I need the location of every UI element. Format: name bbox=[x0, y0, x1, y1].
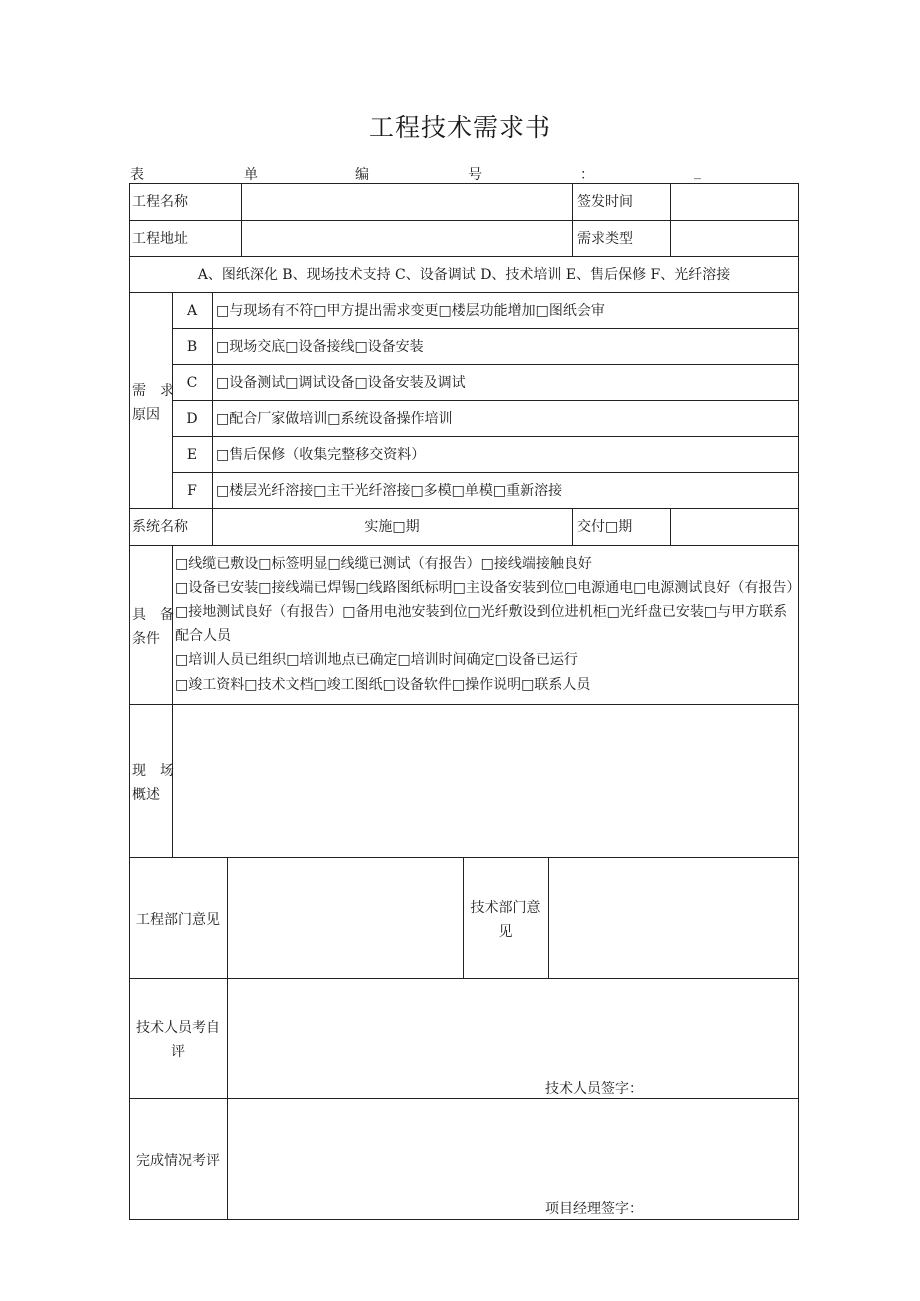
site-overview-label: 概述 bbox=[132, 787, 160, 803]
reason-options[interactable]: □配合厂家做培训□系统设备操作培训 bbox=[216, 411, 453, 427]
reason-code: C bbox=[186, 375, 198, 391]
form-number-char: 编 bbox=[355, 167, 369, 183]
conditions-line[interactable]: □线缆已敷设□标签明显□线缆已测试（有报告）□接线端接触良好 bbox=[175, 556, 592, 572]
document-title: 工程技术需求书 bbox=[368, 113, 551, 142]
tech-self-eval-label: 技术人员考自 bbox=[136, 1020, 220, 1036]
tech-dept-opinion-label: 技术部门意 bbox=[470, 900, 541, 916]
reason-code: A bbox=[186, 303, 198, 319]
delivery-date-label: 交付□期 bbox=[577, 519, 633, 535]
project-name-label: 工程名称 bbox=[132, 194, 188, 210]
reason-options[interactable]: □售后保修（收集完整移交资料） bbox=[216, 447, 426, 463]
form-number-char: 单 bbox=[244, 167, 258, 183]
site-overview-label: 现 场 bbox=[132, 763, 174, 779]
completion-eval-label: 完成情况考评 bbox=[136, 1153, 220, 1169]
reason-code: E bbox=[186, 447, 198, 463]
form-number-row bbox=[128, 164, 700, 184]
reason-options[interactable]: □楼层光纤溶接□主干光纤溶接□多模□单模□重新溶接 bbox=[216, 483, 563, 499]
tech-dept-opinion-label: 见 bbox=[498, 924, 513, 940]
tech-staff-signature-label: 技术人员签字： bbox=[545, 1081, 643, 1097]
reason-code: B bbox=[186, 339, 198, 355]
reason-label: 需 求 bbox=[132, 383, 174, 399]
conditions-paragraph[interactable]: □设备已安装□接线端已焊锡□线路图纸标明□主设备安装到位□电源通电□电源测试良好（有报告）□接地测试良好（有报告）□备用电池安装到位□光纤敷设到位进机柜□光纤盘已安装□与甲方联系配合人员 bbox=[175, 580, 794, 644]
engineering-dept-opinion-label: 工程部门意见 bbox=[136, 912, 220, 928]
sign-time-label: 签发时间 bbox=[577, 194, 633, 210]
project-address-label: 工程地址 bbox=[132, 231, 188, 247]
conditions-label: 具 备 bbox=[132, 607, 174, 623]
conditions-label: 条件 bbox=[132, 631, 160, 647]
implementation-date-label: 实施□期 bbox=[364, 519, 420, 535]
reason-code: D bbox=[186, 411, 198, 427]
form-number-char: _ bbox=[694, 164, 701, 180]
form-number-char: 号 bbox=[468, 167, 482, 183]
reason-options[interactable]: □设备测试□调试设备□设备安装及调试 bbox=[216, 375, 466, 391]
reason-code: F bbox=[187, 483, 197, 499]
demand-type-label: 需求类型 bbox=[577, 231, 633, 247]
form-number-char: ： bbox=[580, 167, 594, 183]
tech-self-eval-label: 评 bbox=[171, 1044, 185, 1060]
form-number-char: 表 bbox=[130, 167, 144, 183]
reason-options[interactable]: □与现场有不符□甲方提出需求变更□楼层功能增加□图纸会审 bbox=[216, 303, 605, 319]
demand-type-legend: A、图纸深化 B、现场技术支持 C、设备调试 D、技术培训 E、售后保修 F、光纤溶接 bbox=[197, 267, 731, 283]
conditions-line[interactable]: □培训人员已组织□培训地点已确定□培训时间确定□设备已运行 bbox=[175, 652, 578, 668]
reason-options[interactable]: □现场交底□设备接线□设备安装 bbox=[216, 339, 424, 355]
conditions-line[interactable]: □竣工资料□技术文档□竣工图纸□设备软件□操作说明□联系人员 bbox=[175, 677, 591, 693]
project-manager-signature-label: 项目经理签字： bbox=[545, 1201, 643, 1217]
system-name-label: 系统名称 bbox=[132, 519, 188, 535]
reason-label: 原因 bbox=[132, 407, 160, 423]
